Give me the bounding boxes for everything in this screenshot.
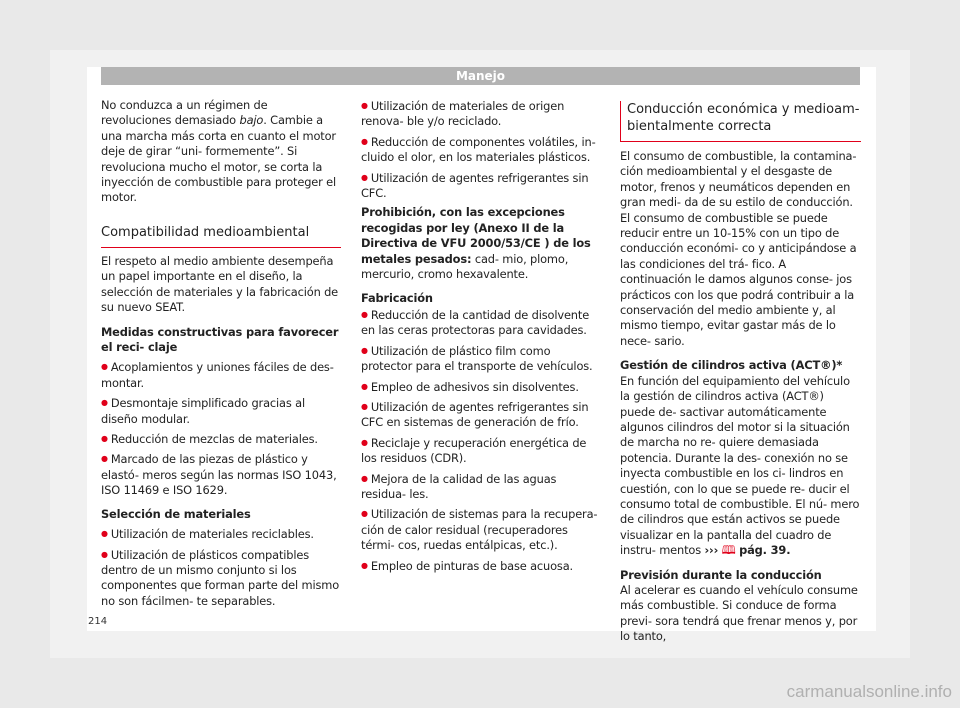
cross-reference-arrow: ››› (704, 543, 719, 558)
subheading-manufacturing: Fabricación (361, 291, 433, 306)
section-title-eco-driving: Conducción económica y medioam- bientalmente correcta (620, 101, 861, 142)
act-paragraph: En función del equipamiento del vehículo la gestión de cilindros activa (ACT®) puede de- sactivar automáticamente algunos cilindros del motor si la situación de marcha no re- quiere demasiada potencia. Durante la des- conexión no se inyecta combustible en los ci- lindros en cuestión, con lo que se puede re- ducir el consumo total de combustible. El nú- mero de cilindros que están activos se puede visualizar en la pantalla del cuadro de instru- mentos ››› 🕮︎ pág. 39. (620, 373, 860, 558)
list-item: ● Utilización de agentes refrigerantes sin CFC en sistemas de generación de frío. (361, 399, 601, 431)
list-item: ● Reducción de la cantidad de disolvente en las ceras protectoras para cavidades. (361, 307, 601, 339)
list-item: ● Utilización de agentes refrigerantes sin CFC. (361, 170, 601, 202)
watermark: carmanualsonline.info (786, 682, 952, 701)
subheading-recycling: Medidas constructivas para favorecer el reci- claje (101, 324, 339, 355)
list-item: ● Empleo de pinturas de base acuosa. (361, 558, 601, 574)
list-item: ● Utilización de plástico film como protector para el transporte de vehículos. (361, 343, 601, 375)
eco-paragraph: El consumo de combustible, la contamina- ción medioambiental y el desgaste de motor, frenos y neumáticos dependen en gran medi- da de su estilo de conducción. El consumo de combustible se puede reducir entre un 10-15% con un tipo de conducción económi- co y anticipándose a las condiciones del trá- fico. A continuación le damos algunos conse- jos prácticos con los que podrá contribuir a la conservación del medio ambiente y, al mismo tiempo, evitar gastar más de lo nece- sario. (620, 149, 857, 348)
list-item: ● Desmontaje simplificado gracias al diseño modular. (101, 395, 341, 427)
list-item: ● Acoplamientos y uniones fáciles de des- montar. (101, 359, 341, 391)
list-item: ● Mejora de la calidad de las aguas residua- les. (361, 471, 601, 503)
subheading-anticipation: Previsión durante la conducción (620, 567, 822, 582)
subheading-act: Gestión de cilindros activa (ACT®)* (620, 358, 843, 373)
list-item: ● Utilización de materiales de origen renova- ble y/o reciclado. (361, 98, 601, 130)
column-right (620, 149, 860, 654)
list-item: ● Utilización de materiales reciclables. (101, 526, 341, 542)
list-item: ● Empleo de adhesivos sin disolventes. (361, 379, 601, 395)
list-item: ● Reducción de mezclas de materiales. (101, 431, 341, 447)
page-reference-link[interactable]: pág. 39 (739, 543, 787, 558)
intro-paragraph: No conduzca a un régimen de revoluciones demasiado bajo. Cambie a una marcha más corta en cuanto el motor deje de girar “uni- formemente”. Si revoluciona mucho el motor, se corta la inyección de combustible para proteger el motor. (101, 98, 337, 205)
list-item: ● Marcado de las piezas de plástico y elastó- meros según las normas ISO 1043, ISO 11469 e ISO 1629. (101, 451, 341, 498)
prohibition-paragraph: Prohibición, con las excepciones recogidas por ley (Anexo II de la Directiva de VFU 2000/53/CE ) de los metales pesados: cad- mio, plomo, mercurio, cromo hexavalente. (361, 205, 591, 282)
page-number: 214 (88, 616, 108, 627)
list-item: ● Reducción de componentes volátiles, in- cluido el olor, en los materiales plásticos. (361, 134, 601, 166)
page-header: Manejo (101, 67, 860, 85)
anticipation-paragraph: Al acelerar es cuando el vehículo consume más combustible. Si conduce de forma previ- sora tendrá que frenar menos y, por lo tanto, (620, 582, 858, 644)
list-item: ● Utilización de plásticos compatibles dentro de un mismo conjunto si los componentes que forman parte del mismo no son fácilmen- te separables. (101, 547, 341, 610)
environment-paragraph: El respeto al medio ambiente desempeña un papel importante en el diseño, la selección de materiales y la fabricación de su nuevo SEAT. (101, 254, 339, 315)
list-item: ● Utilización de sistemas para la recupera- ción de calor residual (recuperadores térmi- cos, ruedas entálpicas, etc.). (361, 506, 601, 553)
column-left (101, 98, 341, 215)
section-title-environment: Compatibilidad medioambiental (101, 224, 341, 248)
book-icon: 🕮︎ (721, 543, 736, 558)
subheading-materials: Selección de materiales (101, 506, 251, 521)
column-middle (361, 98, 601, 578)
list-item: ● Reciclaje y recuperación energética de los residuos (CDR). (361, 435, 601, 467)
column-left-lower (101, 254, 341, 613)
